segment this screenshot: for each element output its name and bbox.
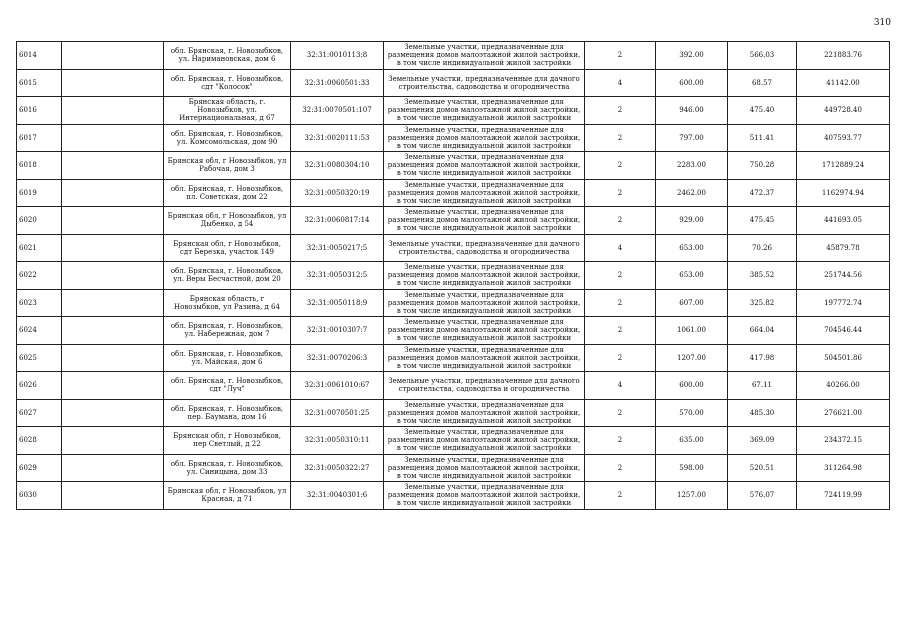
table-row <box>17 69 890 97</box>
row-number-cell: 6027 <box>17 399 62 427</box>
row-number-cell: 6021 <box>17 234 62 262</box>
cadastral-number-cell: 32:31:0050312:5 <box>291 262 384 290</box>
cadastral-value-cell: 1162974.94 <box>797 179 890 207</box>
table-row <box>17 399 890 427</box>
cadastral-number-cell: 32:31:0061010:67 <box>291 372 384 400</box>
blank-cell <box>62 317 164 345</box>
blank-cell <box>62 42 164 70</box>
area-cell: 2462.00 <box>656 179 728 207</box>
area-cell: 929.00 <box>656 207 728 235</box>
cadastral-number-cell: 32:31:0070501:25 <box>291 399 384 427</box>
land-use-cell: Земельные участки, предназначенные для размещения домов малоэтажной жилой застройки, в том числе индивидуальной жилой застройки <box>384 207 585 235</box>
cadastral-value-cell: 407593.77 <box>797 124 890 152</box>
unit-value-cell: 70.26 <box>728 234 797 262</box>
cadastral-number-cell: 32:31:0060501:33 <box>291 69 384 97</box>
cadastral-number-cell: 32:31:0070501:107 <box>291 97 384 125</box>
unit-value-cell: 475.45 <box>728 207 797 235</box>
area-cell: 1257.00 <box>656 482 728 510</box>
area-cell: 797.00 <box>656 124 728 152</box>
unit-value-cell: 369.09 <box>728 427 797 455</box>
cadastral-value-cell: 45879.78 <box>797 234 890 262</box>
row-number-cell: 6024 <box>17 317 62 345</box>
unit-value-cell: 472.37 <box>728 179 797 207</box>
cadastral-value-cell: 221883.76 <box>797 42 890 70</box>
group-cell: 2 <box>585 207 656 235</box>
page-number: 310 <box>873 18 891 28</box>
group-cell: 2 <box>585 344 656 372</box>
group-cell: 2 <box>585 454 656 482</box>
cadastral-number-cell: 32:31:0050217:5 <box>291 234 384 262</box>
table-row <box>17 427 890 455</box>
table-row <box>17 372 890 400</box>
row-number-cell: 6026 <box>17 372 62 400</box>
table-row <box>17 124 890 152</box>
blank-cell <box>62 427 164 455</box>
address-cell: обл. Брянская, г. Новозыбков, ул. Комсомольская, дом 90 <box>164 124 291 152</box>
blank-cell <box>62 344 164 372</box>
row-number-cell: 6030 <box>17 482 62 510</box>
unit-value-cell: 485.30 <box>728 399 797 427</box>
address-cell: Брянская область, г Новозыбков, ул Разина, д 64 <box>164 289 291 317</box>
cadastral-number-cell: 32:31:0020111:53 <box>291 124 384 152</box>
land-use-cell: Земельные участки, предназначенные для размещения домов малоэтажной жилой застройки, в том числе индивидуальной жилой застройки <box>384 454 585 482</box>
unit-value-cell: 664.04 <box>728 317 797 345</box>
row-number-cell: 6029 <box>17 454 62 482</box>
land-use-cell: Земельные участки, предназначенные для размещения домов малоэтажной жилой застройки, в том числе индивидуальной жилой застройки <box>384 482 585 510</box>
row-number-cell: 6015 <box>17 69 62 97</box>
address-cell: обл. Брянская, г. Новозыбков, ул. Синицына, дом 33 <box>164 454 291 482</box>
row-number-cell: 6022 <box>17 262 62 290</box>
blank-cell <box>62 69 164 97</box>
group-cell: 4 <box>585 69 656 97</box>
area-cell: 607.00 <box>656 289 728 317</box>
area-cell: 600.00 <box>656 372 728 400</box>
table-row <box>17 454 890 482</box>
address-cell: обл. Брянская, г. Новозыбков, ул. Наримановская, дом 6 <box>164 42 291 70</box>
cadastral-number-cell: 32:31:0010307:7 <box>291 317 384 345</box>
cadastral-value-cell: 234372.15 <box>797 427 890 455</box>
land-use-cell: Земельные участки, предназначенные для размещения домов малоэтажной жилой застройки, в том числе индивидуальной жилой застройки <box>384 262 585 290</box>
land-use-cell: Земельные участки, предназначенные для размещения домов малоэтажной жилой застройки, в том числе индивидуальной жилой застройки <box>384 97 585 125</box>
area-cell: 946.00 <box>656 97 728 125</box>
table-row <box>17 262 890 290</box>
row-number-cell: 6020 <box>17 207 62 235</box>
table-row <box>17 97 890 125</box>
cadastral-number-cell: 32:31:0050118:9 <box>291 289 384 317</box>
area-cell: 1207.00 <box>656 344 728 372</box>
address-cell: Брянская обл, г Новозыбков, сдт Березка, участок 149 <box>164 234 291 262</box>
unit-value-cell: 576.07 <box>728 482 797 510</box>
address-cell: обл. Брянская, г. Новозыбков, сдт "Колосок" <box>164 69 291 97</box>
unit-value-cell: 325.82 <box>728 289 797 317</box>
cadastral-value-cell: 704546.44 <box>797 317 890 345</box>
land-use-cell: Земельные участки, предназначенные для размещения домов малоэтажной жилой застройки, в том числе индивидуальной жилой застройки <box>384 344 585 372</box>
area-cell: 570.00 <box>656 399 728 427</box>
cadastral-value-cell: 40266.00 <box>797 372 890 400</box>
cadastral-value-cell: 276621.00 <box>797 399 890 427</box>
land-use-cell: Земельные участки, предназначенные для размещения домов малоэтажной жилой застройки, в том числе индивидуальной жилой застройки <box>384 152 585 180</box>
address-cell: обл. Брянская, г. Новозыбков, сдт "Луч" <box>164 372 291 400</box>
row-number-cell: 6023 <box>17 289 62 317</box>
area-cell: 653.00 <box>656 234 728 262</box>
cadastral-number-cell: 32:31:0060817:14 <box>291 207 384 235</box>
table-row <box>17 152 890 180</box>
group-cell: 2 <box>585 97 656 125</box>
table-row <box>17 289 890 317</box>
cadastral-value-cell: 449728.40 <box>797 97 890 125</box>
row-number-cell: 6028 <box>17 427 62 455</box>
cadastral-number-cell: 32:31:0070206:3 <box>291 344 384 372</box>
address-cell: обл. Брянская, г. Новозыбков, пл. Советская, дом 22 <box>164 179 291 207</box>
area-cell: 600.00 <box>656 69 728 97</box>
group-cell: 2 <box>585 179 656 207</box>
blank-cell <box>62 289 164 317</box>
address-cell: Брянская обл, г Новозыбков, ул Рабочая, дом 3 <box>164 152 291 180</box>
area-cell: 2283.00 <box>656 152 728 180</box>
cadastral-value-cell: 197772.74 <box>797 289 890 317</box>
unit-value-cell: 475.40 <box>728 97 797 125</box>
address-cell: обл. Брянская, г. Новозыбков, пер. Баумана, дом 16 <box>164 399 291 427</box>
group-cell: 2 <box>585 317 656 345</box>
land-use-cell: Земельные участки, предназначенные для размещения домов малоэтажной жилой застройки, в том числе индивидуальной жилой застройки <box>384 427 585 455</box>
table-row <box>17 344 890 372</box>
area-cell: 392.00 <box>656 42 728 70</box>
group-cell: 2 <box>585 399 656 427</box>
blank-cell <box>62 97 164 125</box>
unit-value-cell: 385.52 <box>728 262 797 290</box>
blank-cell <box>62 234 164 262</box>
table-row <box>17 482 890 510</box>
group-cell: 2 <box>585 262 656 290</box>
area-cell: 598.00 <box>656 454 728 482</box>
address-cell: Брянская область, г. Новозыбков, ул. Интернациональная, д 67 <box>164 97 291 125</box>
cadastral-number-cell: 32:31:0050322:27 <box>291 454 384 482</box>
unit-value-cell: 68.57 <box>728 69 797 97</box>
blank-cell <box>62 372 164 400</box>
blank-cell <box>62 454 164 482</box>
unit-value-cell: 750.28 <box>728 152 797 180</box>
group-cell: 2 <box>585 124 656 152</box>
row-number-cell: 6019 <box>17 179 62 207</box>
unit-value-cell: 67.11 <box>728 372 797 400</box>
land-use-cell: Земельные участки, предназначенные для размещения домов малоэтажной жилой застройки, в том числе индивидуальной жилой застройки <box>384 317 585 345</box>
blank-cell <box>62 262 164 290</box>
row-number-cell: 6017 <box>17 124 62 152</box>
blank-cell <box>62 482 164 510</box>
group-cell: 2 <box>585 289 656 317</box>
land-use-cell: Земельные участки, предназначенные для размещения домов малоэтажной жилой застройки, в том числе индивидуальной жилой застройки <box>384 179 585 207</box>
row-number-cell: 6016 <box>17 97 62 125</box>
cadastral-number-cell: 32:31:0050320:19 <box>291 179 384 207</box>
land-use-cell: Земельные участки, предназначенные для размещения домов малоэтажной жилой застройки, в том числе индивидуальной жилой застройки <box>384 42 585 70</box>
area-cell: 635.00 <box>656 427 728 455</box>
row-number-cell: 6018 <box>17 152 62 180</box>
address-cell: обл. Брянская, г. Новозыбков, ул. Набережная, дом 7 <box>164 317 291 345</box>
table-row <box>17 42 890 70</box>
cadastral-value-cell: 504501.86 <box>797 344 890 372</box>
cadastral-value-cell: 251744.56 <box>797 262 890 290</box>
unit-value-cell: 566.03 <box>728 42 797 70</box>
cadastral-number-cell: 32:31:0080304:10 <box>291 152 384 180</box>
blank-cell <box>62 152 164 180</box>
table-row <box>17 234 890 262</box>
address-cell: обл. Брянская, г. Новозыбков, ул. Майская, дом 6 <box>164 344 291 372</box>
cadastral-value-cell: 724119.99 <box>797 482 890 510</box>
unit-value-cell: 520.51 <box>728 454 797 482</box>
cadastral-number-cell: 32:31:0050310:11 <box>291 427 384 455</box>
land-registry-table <box>16 41 890 510</box>
land-use-cell: Земельные участки, предназначенные для дачного строительства, садоводства и огородничества <box>384 69 585 97</box>
land-use-cell: Земельные участки, предназначенные для размещения домов малоэтажной жилой застройки, в том числе индивидуальной жилой застройки <box>384 399 585 427</box>
cadastral-number-cell: 32:31:0040301:6 <box>291 482 384 510</box>
cadastral-value-cell: 1712889.24 <box>797 152 890 180</box>
blank-cell <box>62 207 164 235</box>
unit-value-cell: 511.41 <box>728 124 797 152</box>
land-use-cell: Земельные участки, предназначенные для размещения домов малоэтажной жилой застройки, в том числе индивидуальной жилой застройки <box>384 289 585 317</box>
cadastral-value-cell: 41142.00 <box>797 69 890 97</box>
address-cell: обл. Брянская, г. Новозыбков, ул. Веры Бесчастной, дом 20 <box>164 262 291 290</box>
address-cell: Брянская обл, г Новозыбков, пер Светлый, д 22 <box>164 427 291 455</box>
group-cell: 2 <box>585 482 656 510</box>
group-cell: 2 <box>585 427 656 455</box>
cadastral-value-cell: 441693.05 <box>797 207 890 235</box>
row-number-cell: 6025 <box>17 344 62 372</box>
blank-cell <box>62 124 164 152</box>
land-use-cell: Земельные участки, предназначенные для дачного строительства, садоводства и огородничества <box>384 234 585 262</box>
group-cell: 4 <box>585 372 656 400</box>
table-body <box>17 42 890 510</box>
area-cell: 653.00 <box>656 262 728 290</box>
blank-cell <box>62 399 164 427</box>
table-row <box>17 207 890 235</box>
table-row <box>17 317 890 345</box>
cadastral-number-cell: 32:31:0010113:8 <box>291 42 384 70</box>
land-use-cell: Земельные участки, предназначенные для дачного строительства, садоводства и огородничества <box>384 372 585 400</box>
group-cell: 4 <box>585 234 656 262</box>
unit-value-cell: 417.98 <box>728 344 797 372</box>
row-number-cell: 6014 <box>17 42 62 70</box>
land-use-cell: Земельные участки, предназначенные для размещения домов малоэтажной жилой застройки, в том числе индивидуальной жилой застройки <box>384 124 585 152</box>
blank-cell <box>62 179 164 207</box>
group-cell: 2 <box>585 42 656 70</box>
group-cell: 2 <box>585 152 656 180</box>
address-cell: Брянская обл, г Новозыбков, ул Красная, д 71 <box>164 482 291 510</box>
cadastral-value-cell: 311264.98 <box>797 454 890 482</box>
address-cell: Брянская обл, г Новозыбков, ул Дыбенко, д 54 <box>164 207 291 235</box>
area-cell: 1061.00 <box>656 317 728 345</box>
table-row <box>17 179 890 207</box>
